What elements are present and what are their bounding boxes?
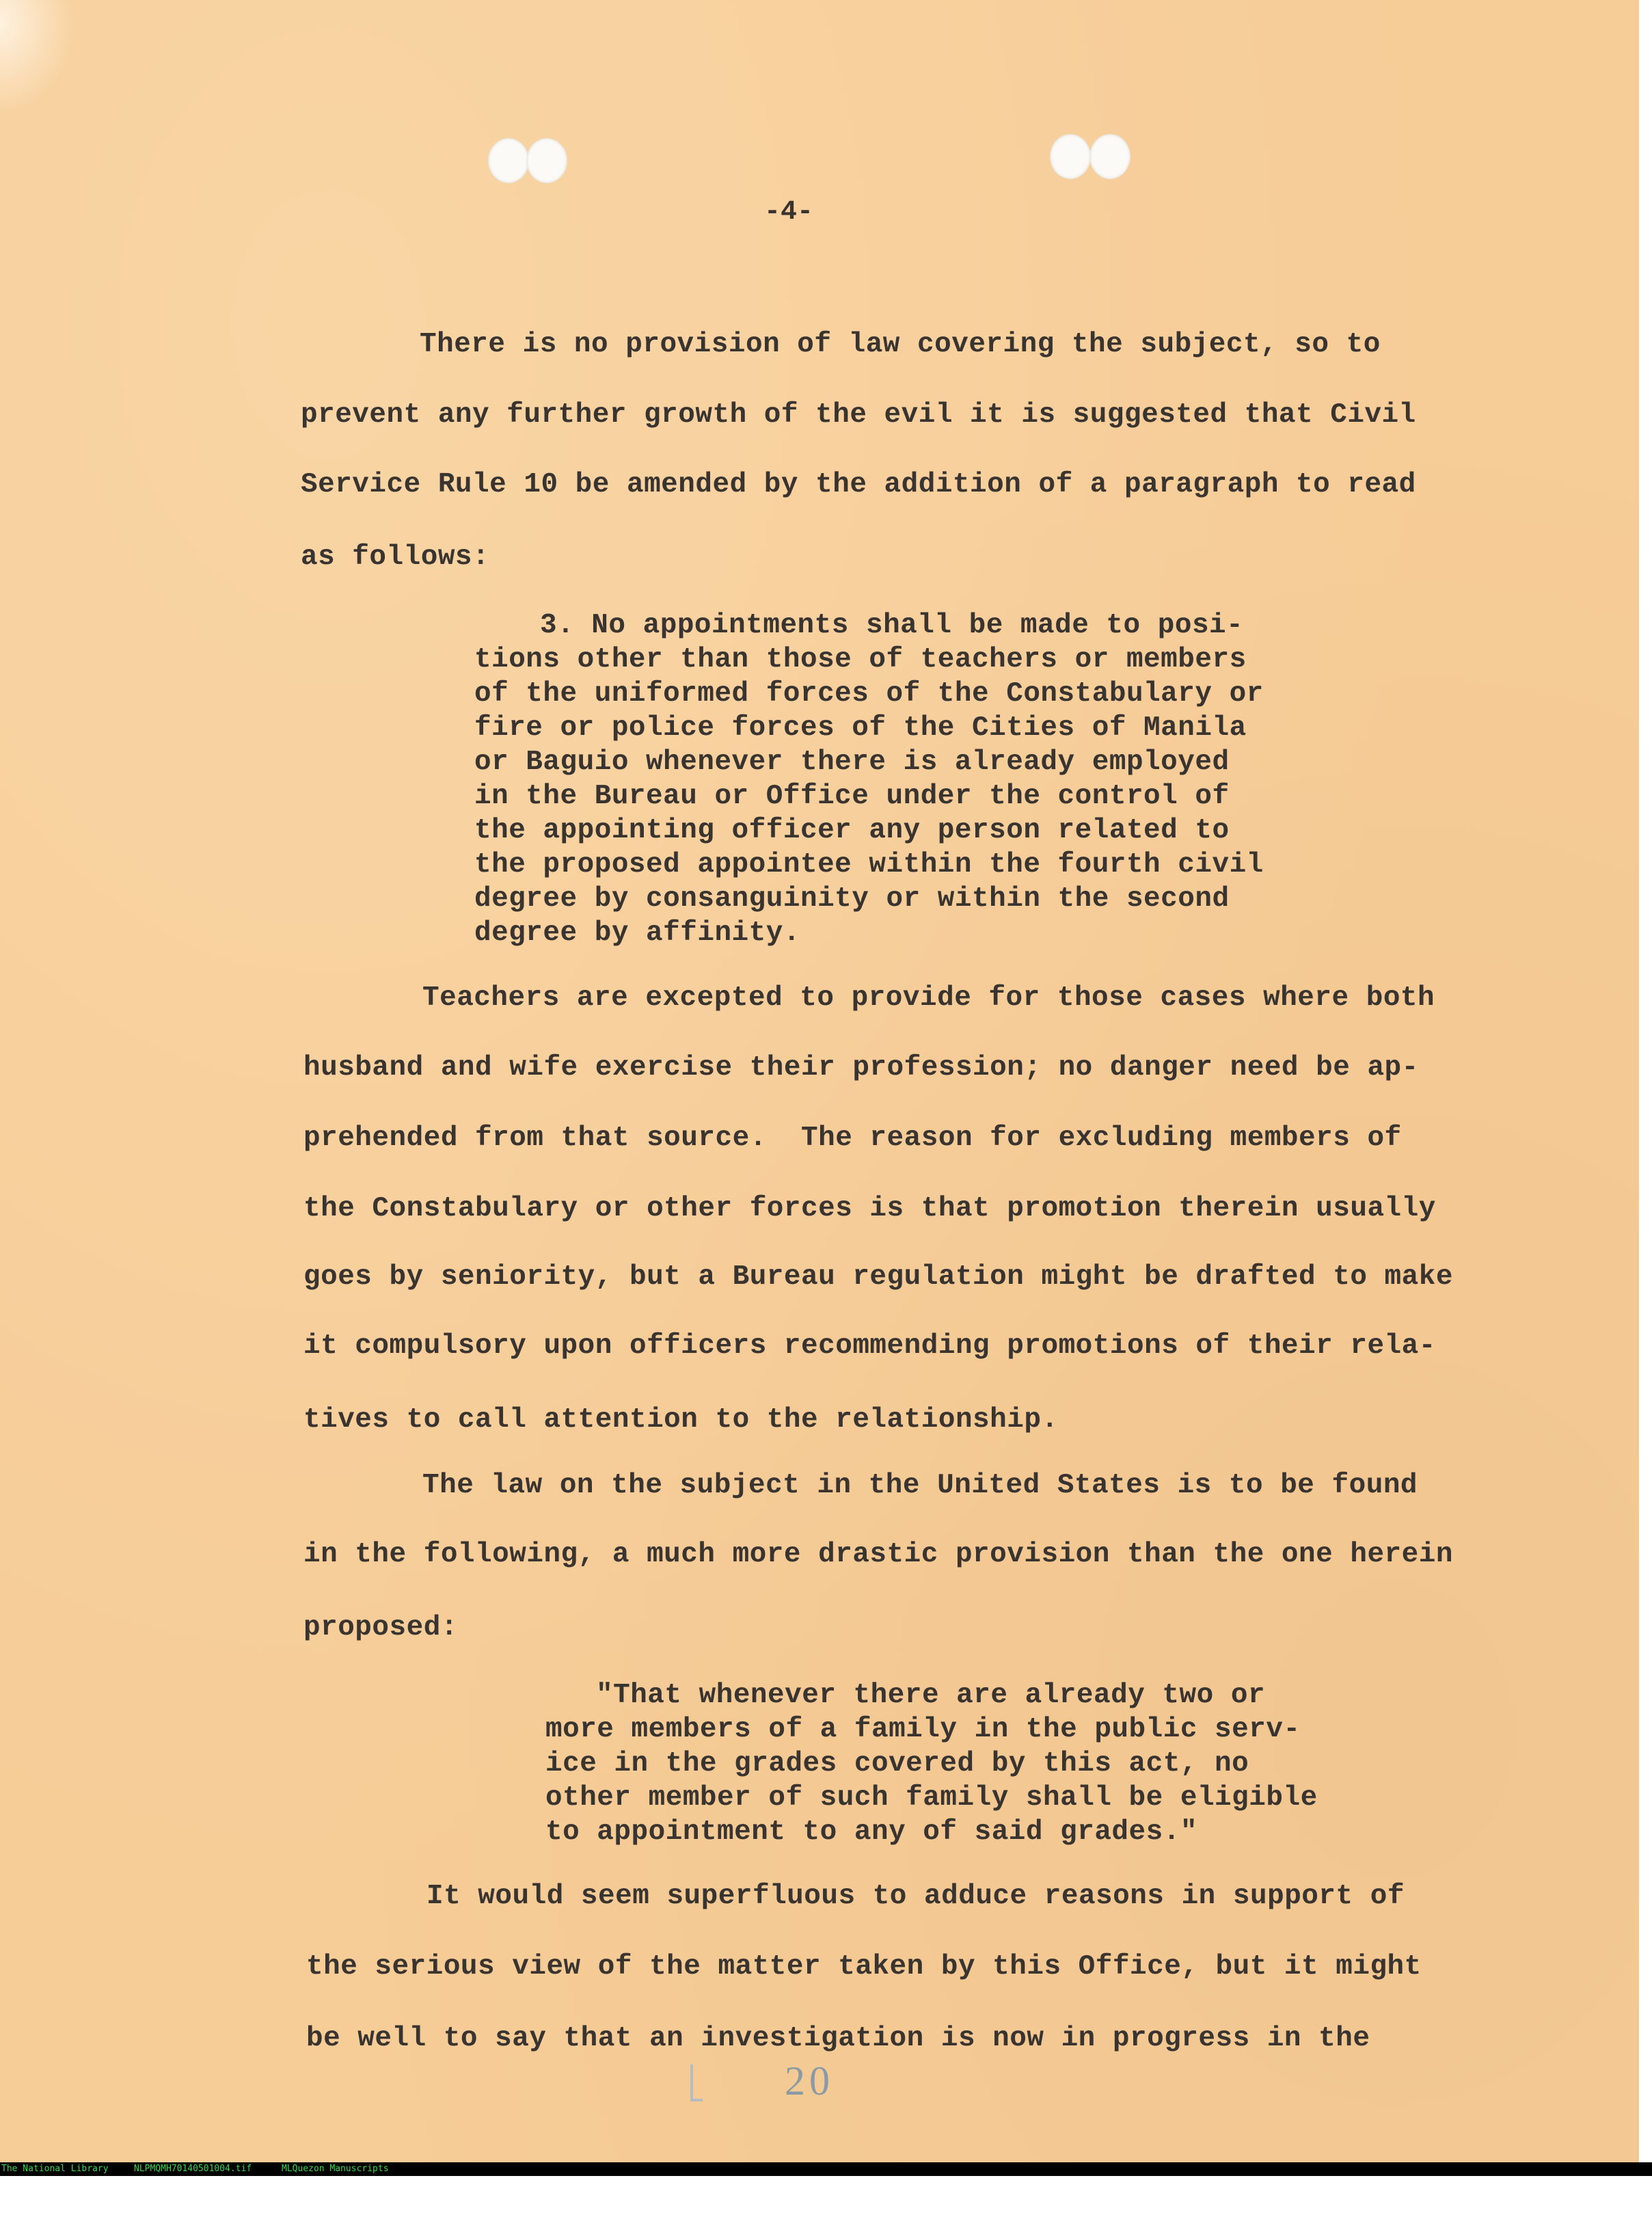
paragraph-line: the Constabulary or other forces is that promotion therein usually — [303, 1193, 1436, 1224]
paragraph-line: prehended from that source. The reason for excluding members of — [303, 1123, 1402, 1154]
amendment-line: tions other than those of teachers or members — [474, 644, 1247, 675]
punch-hole-left-a — [488, 138, 529, 183]
punch-hole-right-b — [1089, 134, 1130, 179]
archive-stamp-number: 20 — [785, 2058, 834, 2104]
paragraph-line: prevent any further growth of the evil it is suggested that Civil — [301, 399, 1416, 431]
archive-stamp-mark — [690, 2065, 703, 2101]
quote-line: more members of a family in the public serv- — [545, 1714, 1301, 1745]
amendment-line: degree by affinity. — [474, 917, 800, 949]
amendment-line: degree by consanguinity or within the second — [474, 883, 1230, 915]
amendment-line: or Baguio whenever there is already employed — [474, 747, 1230, 778]
amendment-line: the appointing officer any person related to — [474, 815, 1230, 846]
paragraph-line: The law on the subject in the United States is to be found — [422, 1470, 1418, 1501]
footer-filename: NLPMQMH70140501004.tif — [134, 2164, 252, 2174]
quote-line: other member of such family shall be eligible — [545, 1782, 1318, 1814]
paragraph-line: There is no provision of law covering the subject, so to — [420, 329, 1381, 360]
paragraph-line: as follows: — [301, 541, 490, 573]
page-number: -4- — [764, 197, 814, 228]
quote-line: to appointment to any of said grades." — [545, 1816, 1197, 1848]
paragraph-line: It would seem superfluous to adduce reasons in support of — [426, 1881, 1405, 1912]
quote-line: ice in the grades covered by this act, no — [545, 1748, 1249, 1779]
footer-library: The National Library — [1, 2164, 109, 2174]
paragraph-line: be well to say that an investigation is now in progress in the — [306, 2023, 1370, 2054]
scan-footer-bar — [0, 2162, 1652, 2176]
punch-hole-left-b — [526, 138, 567, 183]
amendment-line: in the Bureau or Office under the control of — [474, 781, 1230, 812]
footer-collection: MLQuezon Manuscripts — [282, 2164, 389, 2174]
amendment-line: 3. No appointments shall be made to posi- — [540, 610, 1244, 641]
paragraph-line: Service Rule 10 be amended by the addition of a paragraph to read — [301, 469, 1416, 500]
paragraph-line: proposed: — [303, 1612, 458, 1643]
paper-corner-wear — [0, 0, 75, 116]
paragraph-line: tives to call attention to the relationship. — [303, 1404, 1059, 1436]
quote-line: "That whenever there are already two or — [596, 1680, 1266, 1711]
paragraph-line: in the following, a much more drastic provision than the one herein — [303, 1539, 1453, 1570]
paragraph-line: husband and wife exercise their profession; no danger need be ap- — [303, 1052, 1419, 1084]
paragraph-line: the serious view of the matter taken by this Office, but it might — [306, 1951, 1422, 1983]
amendment-line: of the uniformed forces of the Constabulary or — [474, 678, 1264, 710]
paragraph-line: Teachers are excepted to provide for those cases where both — [422, 982, 1435, 1014]
paragraph-line: goes by seniority, but a Bureau regulation might be drafted to make — [303, 1261, 1453, 1293]
scan-right-margin — [1639, 0, 1652, 2162]
paragraph-line: it compulsory upon officers recommending promotions of their rela- — [303, 1330, 1436, 1362]
amendment-line: fire or police forces of the Cities of Manila — [474, 712, 1247, 744]
amendment-line: the proposed appointee within the fourth civil — [474, 849, 1264, 881]
punch-hole-right-a — [1050, 134, 1091, 179]
